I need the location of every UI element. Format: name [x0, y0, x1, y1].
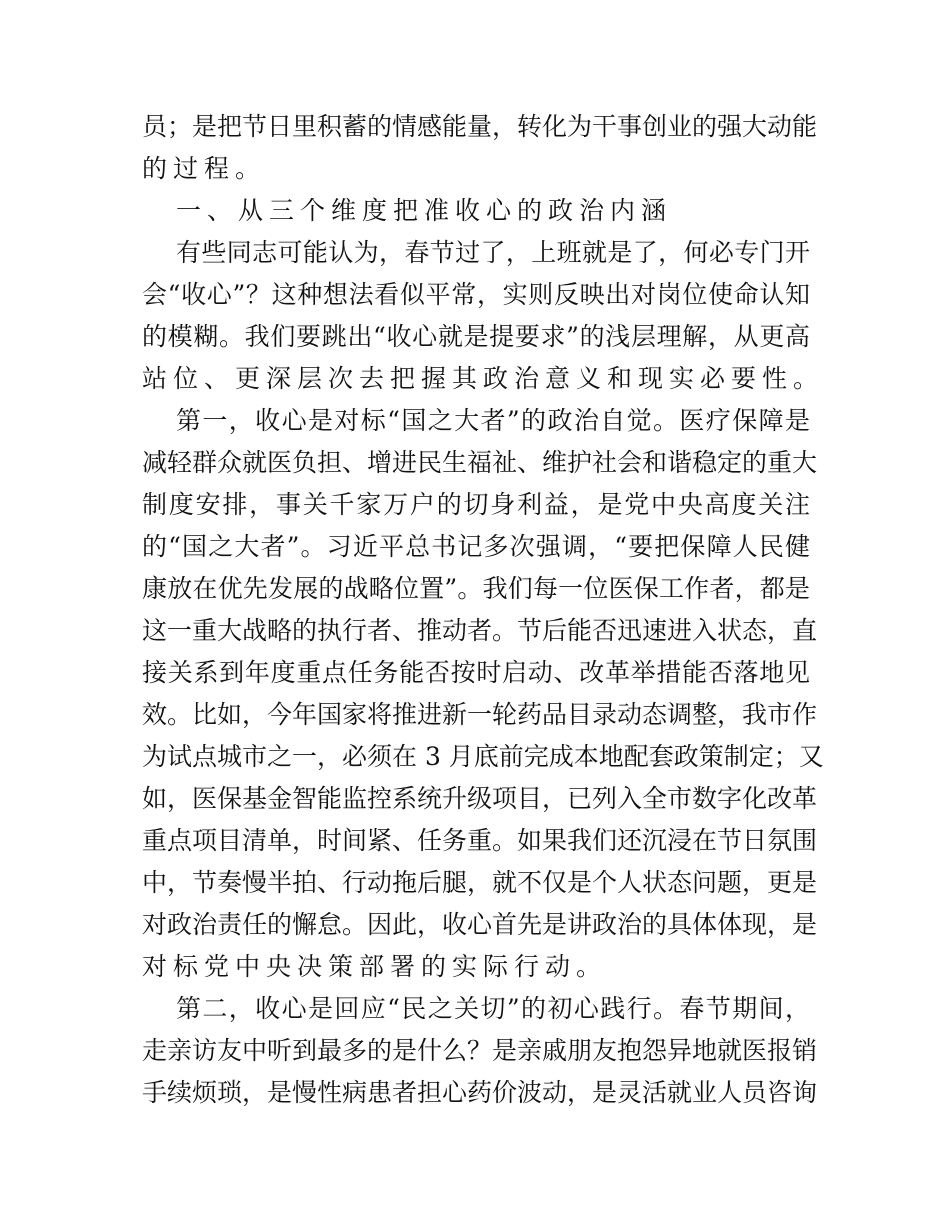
text-line: 的过程。: [142, 154, 267, 183]
paragraph-start-line: 第一，收心是对标“国之大者”的政治自觉。医疗保障是: [176, 406, 810, 435]
text-line: 如，医保基金智能监控系统升级项目，已列入全市数字化改革: [142, 784, 818, 813]
text-line: 员；是把节日里积蓄的情感能量，转化为干事创业的强大动能: [142, 112, 818, 141]
paragraph-start-line: 第二，收心是回应“民之关切”的初心践行。春节期间，: [176, 994, 810, 1023]
text-line: 对政治责任的懈怠。因此，收心首先是讲政治的具体体现，是: [142, 910, 818, 939]
text-line: 会“收心”？这种想法看似平常，实则反映出对岗位使命认知: [142, 280, 810, 309]
text-line: 这一重大战略的执行者、推动者。节后能否迅速进入状态，直: [142, 616, 818, 645]
text-line: 手续烦琐，是慢性病患者担心药价波动，是灵活就业人员咨询: [142, 1078, 818, 1107]
text-line: 中，节奏慢半拍、行动拖后腿，就不仅是个人状态问题，更是: [142, 868, 818, 897]
text-line: 站位、更深层次去把握其政治意义和现实必要性。: [142, 364, 825, 393]
paragraph-start-line: 有些同志可能认为，春节过了，上班就是了，何必专门开: [176, 238, 810, 267]
text-line: 减轻群众就医负担、增进民生福祉、维护社会和谐稳定的重大: [142, 448, 818, 477]
text-line: 效。比如，今年国家将推进新一轮药品目录动态调整，我市作: [142, 700, 818, 729]
text-line: 为试点城市之一，必须在 3 月底前完成本地配套政策制定；又: [142, 742, 824, 771]
text-line: 接关系到年度重点任务能否按时启动、改革举措能否落地见: [142, 658, 810, 687]
text-line: 对标党中央决策部署的实际行动。: [142, 952, 608, 981]
text-line: 重点项目清单，时间紧、任务重。如果我们还沉浸在节日氛围: [142, 826, 818, 855]
text-line: 走亲访友中听到最多的是什么？是亲戚朋友抱怨异地就医报销: [142, 1036, 818, 1065]
document-page: [142, 106, 825, 1114]
text-line: 的“国之大者”。习近平总书记多次强调，“要把保障人民健: [142, 532, 810, 561]
text-line: 的模糊。我们要跳出“收心就是提要求”的浅层理解，从更高: [142, 322, 810, 351]
text-line: 制度安排，事关千家万户的切身利益，是党中央高度关注: [142, 490, 810, 519]
text-line: 康放在优先发展的战略位置”。我们每一位医保工作者，都是: [142, 574, 810, 603]
section-heading: 一、从三个维度把准收心的政治内涵: [176, 196, 673, 225]
